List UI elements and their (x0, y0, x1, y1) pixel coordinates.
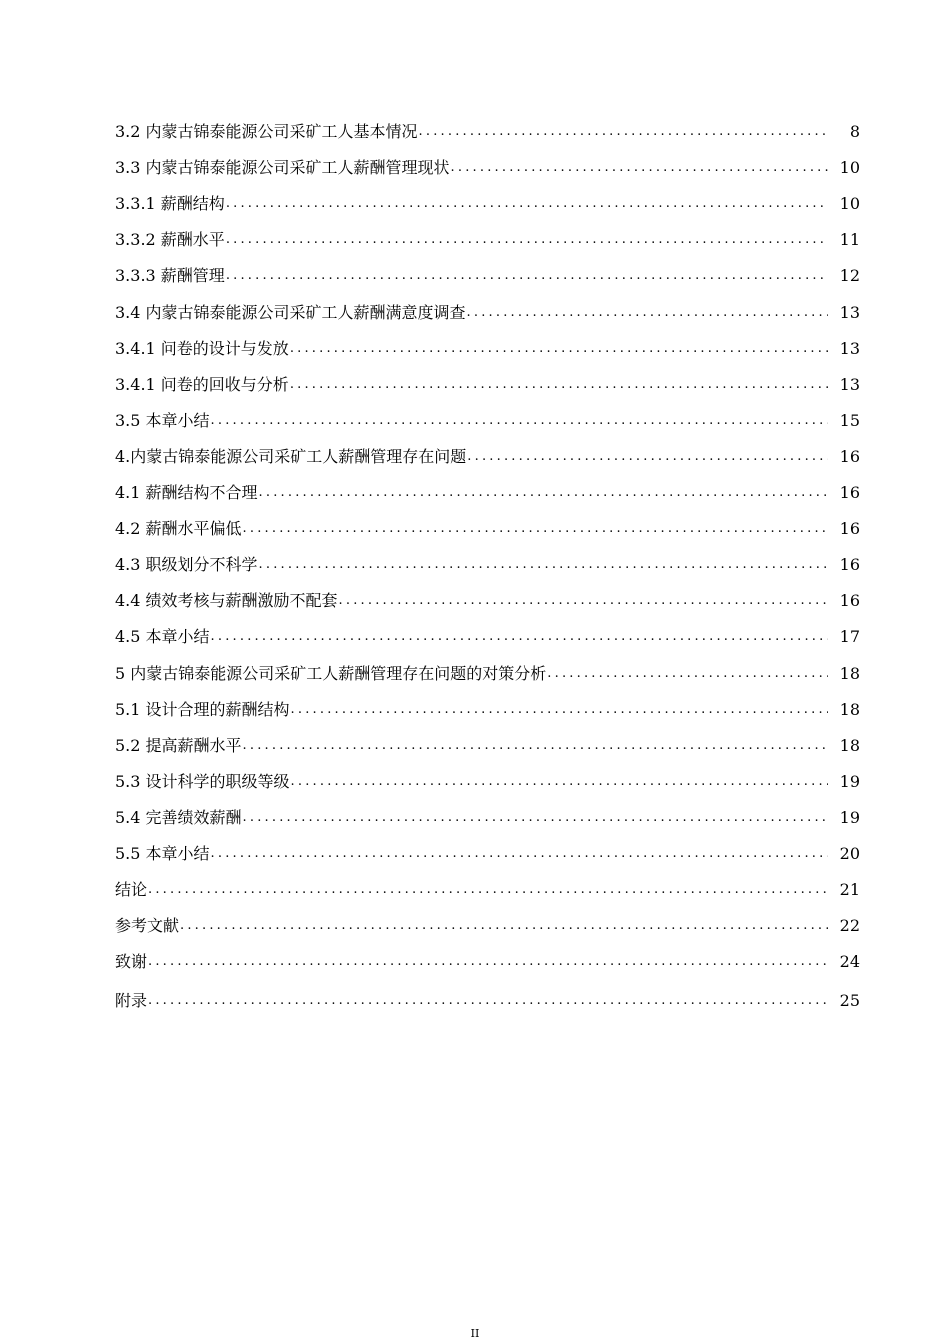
toc-entry[interactable] (115, 439, 860, 475)
toc-entry[interactable] (115, 511, 860, 547)
toc-dot-leader (148, 872, 828, 908)
toc-dot-leader (291, 692, 828, 728)
toc-entry-title: 4.1 薪酬结构不合理 (115, 483, 258, 503)
toc-entry-page: 12 (839, 266, 860, 286)
toc-entry-page: 13 (839, 374, 860, 394)
toc-dot-leader (226, 186, 828, 222)
toc-entry[interactable] (115, 150, 860, 186)
toc-entry[interactable] (115, 872, 860, 908)
toc-dot-leader (467, 439, 828, 475)
toc-entry-page: 25 (839, 991, 860, 1011)
toc-dot-leader (547, 656, 828, 692)
toc-entry[interactable] (115, 258, 860, 294)
toc-entry-page: 16 (839, 519, 860, 539)
toc-entry[interactable] (115, 800, 860, 836)
toc-entry-title: 5 内蒙古锦泰能源公司采矿工人薪酬管理存在问题的对策分析 (115, 663, 547, 683)
toc-entry[interactable] (115, 222, 860, 258)
toc-dot-leader (180, 908, 828, 944)
toc-entry-page: 13 (839, 302, 860, 322)
toc-dot-leader (226, 222, 828, 258)
toc-entry-title: 附录 (115, 991, 148, 1011)
toc-entry[interactable] (115, 764, 860, 800)
toc-entry-page: 16 (839, 446, 860, 466)
toc-entry[interactable] (115, 655, 860, 691)
toc-entry-page: 16 (839, 483, 860, 503)
toc-entry-page: 8 (849, 122, 860, 142)
toc-dot-leader (148, 944, 828, 980)
toc-entry-page: 15 (839, 410, 860, 430)
toc-entry-page: 11 (839, 230, 860, 250)
toc-entry[interactable] (115, 944, 860, 980)
toc-dot-leader (290, 331, 828, 367)
toc-dot-leader (243, 728, 828, 764)
toc-entry-page: 16 (839, 591, 860, 611)
toc-entry[interactable] (115, 186, 860, 222)
toc-dot-leader (451, 150, 828, 186)
toc-entry[interactable] (115, 331, 860, 367)
toc-entry-title: 4.3 职级划分不科学 (115, 555, 258, 575)
toc-entry[interactable] (115, 403, 860, 439)
toc-dot-leader (211, 836, 828, 872)
toc-entry-page: 18 (839, 735, 860, 755)
toc-entry-page: 20 (839, 843, 860, 863)
toc-entry-title: 5.2 提高薪酬水平 (115, 735, 242, 755)
toc-entry-page: 21 (839, 880, 860, 900)
toc-entry-title: 4.内蒙古锦泰能源公司采矿工人薪酬管理存在问题 (115, 446, 467, 466)
toc-entry[interactable] (115, 908, 860, 944)
toc-entry-page: 24 (839, 952, 860, 972)
toc-entry[interactable] (115, 836, 860, 872)
toc-entry[interactable] (115, 367, 860, 403)
toc-entry-title: 4.5 本章小结 (115, 627, 210, 647)
toc-dot-leader (226, 258, 828, 294)
toc-entry-page: 18 (839, 663, 860, 683)
toc-dot-leader (339, 583, 828, 619)
toc-dot-leader (467, 295, 828, 331)
toc-entry-title: 5.4 完善绩效薪酬 (115, 807, 242, 827)
toc-entry-title: 参考文献 (115, 916, 180, 936)
toc-dot-leader (259, 475, 828, 511)
toc-entry-title: 5.5 本章小结 (115, 843, 210, 863)
toc-entry-page: 18 (839, 699, 860, 719)
toc-dot-leader (243, 800, 828, 836)
table-of-contents (115, 114, 860, 1019)
toc-entry[interactable] (115, 475, 860, 511)
toc-entry[interactable] (115, 692, 860, 728)
toc-entry-page: 22 (839, 916, 860, 936)
toc-dot-leader (291, 764, 828, 800)
toc-dot-leader (211, 619, 828, 655)
toc-entry-page: 16 (839, 555, 860, 575)
toc-entry-title: 结论 (115, 880, 148, 900)
toc-dot-leader (290, 367, 828, 403)
toc-entry-title: 3.4.1 问卷的设计与发放 (115, 338, 289, 358)
toc-entry-title: 3.3.3 薪酬管理 (115, 266, 225, 286)
toc-entry-title: 3.3 内蒙古锦泰能源公司采矿工人薪酬管理现状 (115, 158, 450, 178)
toc-entry-page: 10 (839, 194, 860, 214)
toc-entry[interactable] (115, 547, 860, 583)
toc-entry-title: 3.4 内蒙古锦泰能源公司采矿工人薪酬满意度调查 (115, 302, 466, 322)
toc-entry-page: 17 (839, 627, 860, 647)
toc-entry-page: 10 (839, 158, 860, 178)
toc-entry[interactable] (115, 980, 860, 1019)
toc-entry[interactable] (115, 728, 860, 764)
toc-entry-title: 3.5 本章小结 (115, 410, 210, 430)
page-number: II (470, 1327, 480, 1340)
toc-dot-leader (419, 114, 828, 150)
toc-entry-title: 3.2 内蒙古锦泰能源公司采矿工人基本情况 (115, 122, 418, 142)
toc-dot-leader (259, 547, 828, 583)
toc-entry-title: 4.2 薪酬水平偏低 (115, 519, 242, 539)
toc-entry[interactable] (115, 294, 860, 330)
toc-entry-title: 4.4 绩效考核与薪酬激励不配套 (115, 591, 338, 611)
toc-dot-leader (211, 403, 828, 439)
toc-entry-title: 3.3.2 薪酬水平 (115, 230, 225, 250)
toc-dot-leader (148, 983, 828, 1019)
toc-entry-title: 致谢 (115, 952, 148, 972)
toc-entry[interactable] (115, 619, 860, 655)
toc-entry-title: 3.4.1 问卷的回收与分析 (115, 374, 289, 394)
toc-entry-page: 19 (839, 807, 860, 827)
toc-entry-title: 5.3 设计科学的职级等级 (115, 771, 290, 791)
toc-entry-title: 3.3.1 薪酬结构 (115, 194, 225, 214)
toc-entry[interactable] (115, 114, 860, 150)
toc-dot-leader (243, 511, 828, 547)
toc-entry[interactable] (115, 583, 860, 619)
toc-entry-page: 19 (839, 771, 860, 791)
toc-entry-page: 13 (839, 338, 860, 358)
toc-entry-title: 5.1 设计合理的薪酬结构 (115, 699, 290, 719)
